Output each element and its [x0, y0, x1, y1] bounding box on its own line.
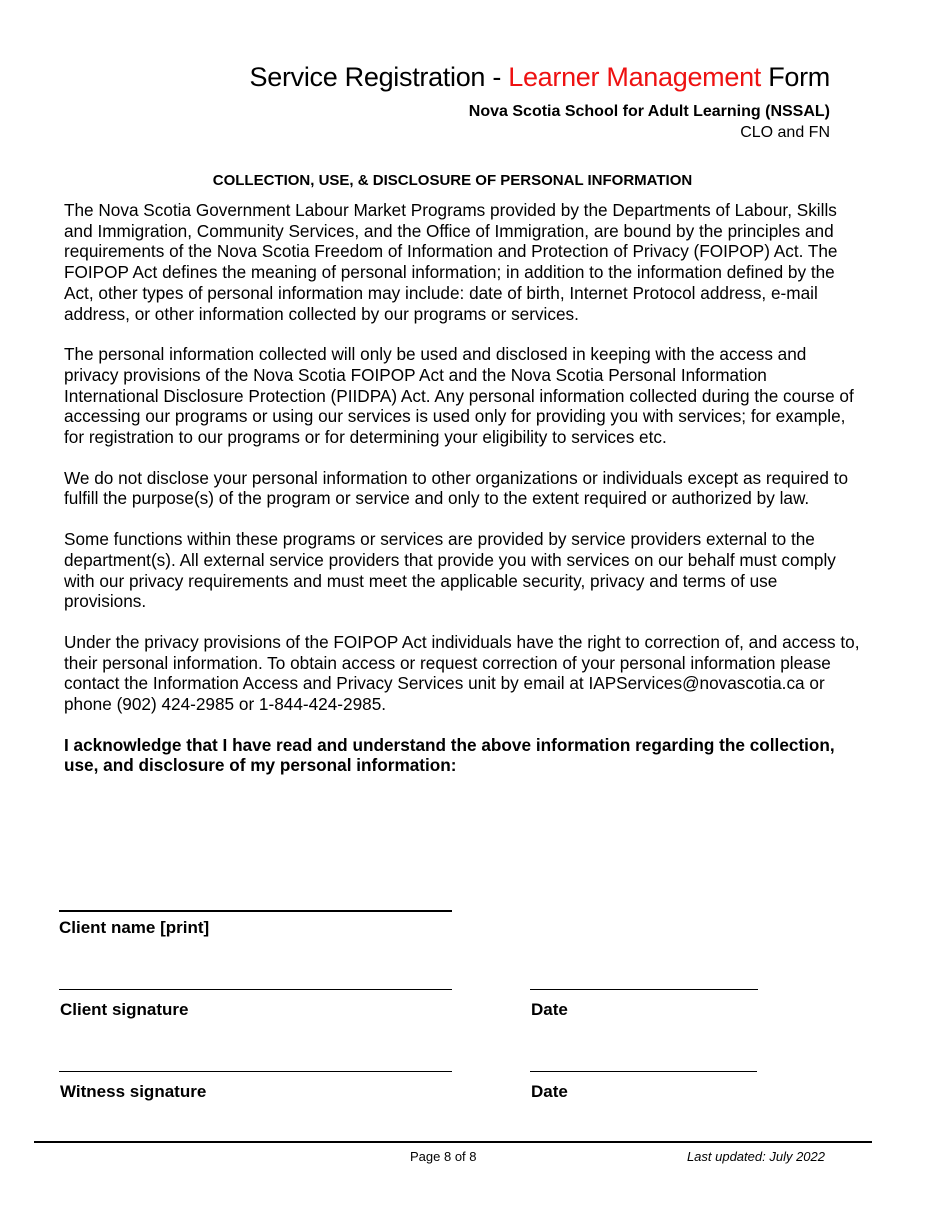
title-suffix: Form [761, 62, 830, 92]
client-date-label: Date [531, 1000, 568, 1019]
witness-date-label: Date [531, 1082, 568, 1101]
footer-divider [34, 1141, 872, 1143]
page-number: Page 8 of 8 [410, 1149, 477, 1164]
acknowledgement-statement: I acknowledge that I have read and understand the above information regarding the collection, use, and disclosure of my personal information: [64, 734, 835, 776]
paragraph: Under the privacy provisions of the FOIPOP Act individuals have the right to correction of, and access to, their personal information. To obtain access or request correction of your personal information please contact the Information Access and Privacy Services unit by email at IAPServices@novascotia.ca or phone (902) 424-2985 or 1-844-424-2985. [64, 631, 860, 715]
organization-name: Nova Scotia School for Adult Learning (NSSAL) [468, 103, 830, 120]
witness-signature-line[interactable] [59, 1071, 452, 1072]
client-name-line[interactable] [59, 910, 452, 912]
client-date-line[interactable] [530, 989, 758, 990]
title-highlight: Learner Management [508, 62, 761, 92]
privacy-notice-body [64, 200, 864, 796]
section-heading: COLLECTION, USE, & DISCLOSURE OF PERSONAL INFORMATION [212, 172, 693, 189]
program-codes: CLO and FN [740, 124, 830, 141]
title-prefix: Service Registration - [249, 62, 509, 92]
paragraph: We do not disclose your personal information to other organizations or individuals except as required to fulfill the purpose(s) of the program or service and only to the extent required or authorized by law. [64, 467, 849, 509]
client-signature-line[interactable] [59, 989, 452, 990]
last-updated: Last updated: July 2022 [686, 1149, 825, 1164]
client-name-label: Client name [print] [59, 918, 210, 937]
witness-date-line[interactable] [530, 1071, 757, 1072]
witness-signature-label: Witness signature [60, 1082, 207, 1101]
paragraph: The Nova Scotia Government Labour Market Programs provided by the Departments of Labour, Skills and Immigration, Community Services, and the Office of Immigration, are bound by the principles and requirements of the Nova Scotia Freedom of Information and Protection of Privacy (FOIPOP) Act. The FOIPOP Act defines the meaning of personal information; in addition to the information defined by the Act, other types of personal information may include: date of birth, Internet Protocol address, e-mail address, or other information collected by our programs or services. [64, 200, 838, 324]
form-title [250, 62, 830, 93]
paragraph: Some functions within these programs or services are provided by service providers external to the department(s). All external service providers that provide you with services on our behalf must comply with our privacy requirements and must meet the applicable security, privacy and terms of use provisions. [64, 529, 836, 612]
paragraph: The personal information collected will only be used and disclosed in keeping with the access and privacy provisions of the Nova Scotia FOIPOP Act and the Nova Scotia Personal Information International Disclosure Protection (PIIDPA) Act. Any personal information collected during the course of accessing our programs or using our services is used only for providing you with services; for example, for registration to our programs or for determining your eligibility to services etc. [64, 344, 854, 448]
client-signature-label: Client signature [60, 1000, 189, 1019]
